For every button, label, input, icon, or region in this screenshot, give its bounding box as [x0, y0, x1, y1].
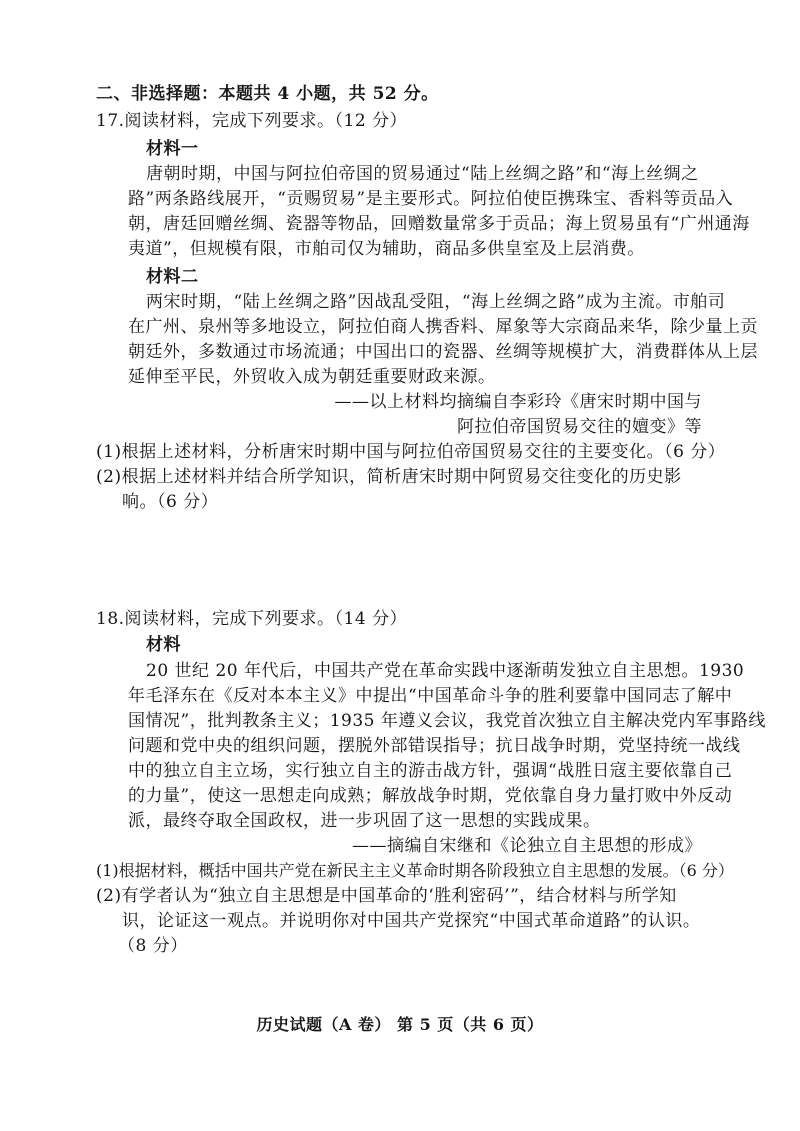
q17-subquestion-1: (1)根据上述材料，分析唐宋时期中国与阿拉伯帝国贸易交往的主要变化。（6 分）: [96, 442, 726, 462]
q17-material2-label: 材料二: [146, 267, 199, 287]
q18-material-line: 20 世纪 20 年代后，中国共产党在革命实践中逐渐萌发独立自主思想。1930: [146, 661, 745, 681]
question-18-stem: 18.阅读材料，完成下列要求。（14 分）: [96, 609, 408, 629]
q18-subquestion-2-cont: （8 分）: [118, 936, 188, 956]
q18-material-label: 材料: [146, 635, 181, 655]
q17-source-line: 阿拉伯帝国贸易交往的嬗变》等: [457, 417, 702, 437]
q17-source-line: ——以上材料均摘编自李彩玲《唐宋时期中国与: [334, 392, 702, 412]
q17-material2-line: 两宋时期，“陆上丝绸之路”因战乱受阻，“海上丝绸之路”成为主流。市舶司: [146, 292, 726, 312]
q18-material-line: 年毛泽东在《反对本本主义》中提出“中国革命斗争的胜利要靠中国同志了解中: [128, 686, 733, 706]
q18-subquestion-2: (2)有学者认为“独立自主思想是中国革命的‘胜利密码’”，结合材料与所学知: [96, 886, 677, 906]
q17-material1-line: 朝，唐廷回赠丝绸、瓷器等物品，回赠数量常多于贡品；海上贸易虽有“广州通海: [128, 214, 750, 234]
question-17-stem: 17.阅读材料，完成下列要求。（12 分）: [96, 111, 408, 131]
q18-material-line: 中的独立自主立场，实行独立自主的游击战方针，强调“战胜日寇主要依靠自己: [128, 761, 733, 781]
q17-material2-line: 在广州、泉州等多地设立，阿拉伯商人携香料、犀象等大宗商品来华，除少量上贡: [128, 317, 758, 337]
q17-material1-line: 唐朝时期，中国与阿拉伯帝国的贸易通过“陆上丝绸之路”和“海上丝绸之: [146, 164, 699, 184]
page-footer: 历史试题（A 卷） 第 5 页（共 6 页）: [256, 1015, 544, 1034]
section-heading: 二、非选择题：本题共 4 小题，共 52 分。: [96, 84, 439, 104]
q17-material2-line: 延伸至平民，外贸收入成为朝廷重要财政来源。: [128, 367, 496, 387]
q17-material2-line: 朝廷外，多数通过市场流通；中国出口的瓷器、丝绸等规模扩大，消费群体从上层: [128, 342, 758, 362]
q17-material1-label: 材料一: [146, 139, 199, 159]
q17-material1-line: 路”两条路线展开，“贡赐贸易”是主要形式。阿拉伯使臣携珠宝、香料等贡品入: [128, 189, 734, 209]
q18-subquestion-2-cont: 识，论证这一观点。并说明你对中国共产党探究“中国式革命道路”的认识。: [122, 911, 701, 931]
q18-material-line: 国情况”，批判教条主义；1935 年遵义会议，我党首次独立自主解决党内军事路线: [128, 711, 766, 731]
q17-material1-line: 夷道”，但规模有限，市舶司仅为辅助，商品多供皇室及上层消费。: [128, 239, 645, 259]
q17-subquestion-2-cont: 响。（6 分）: [122, 492, 219, 512]
q18-material-line: 问题和党中央的组织问题，摆脱外部错误指导；抗日战争时期，党坚持统一战线: [128, 736, 741, 756]
q18-material-line: 派，最终夺取全国政权，进一步巩固了这一思想的实践成果。: [128, 811, 601, 831]
q18-subquestion-1: (1)根据材料，概括中国共产党在新民主主义革命时期各阶段独立自主思想的发展。（6 分）: [96, 861, 734, 880]
q18-material-line: 的力量”，使这一思想走向成熟；解放战争时期，党依靠自身力量打败中外反动: [128, 786, 733, 806]
q18-source-line: ——摘编自宋继和《论独立自主思想的形成》: [352, 836, 702, 856]
q17-subquestion-2: (2)根据上述材料并结合所学知识，简析唐宋时期中阿贸易交往变化的历史影: [96, 467, 682, 487]
